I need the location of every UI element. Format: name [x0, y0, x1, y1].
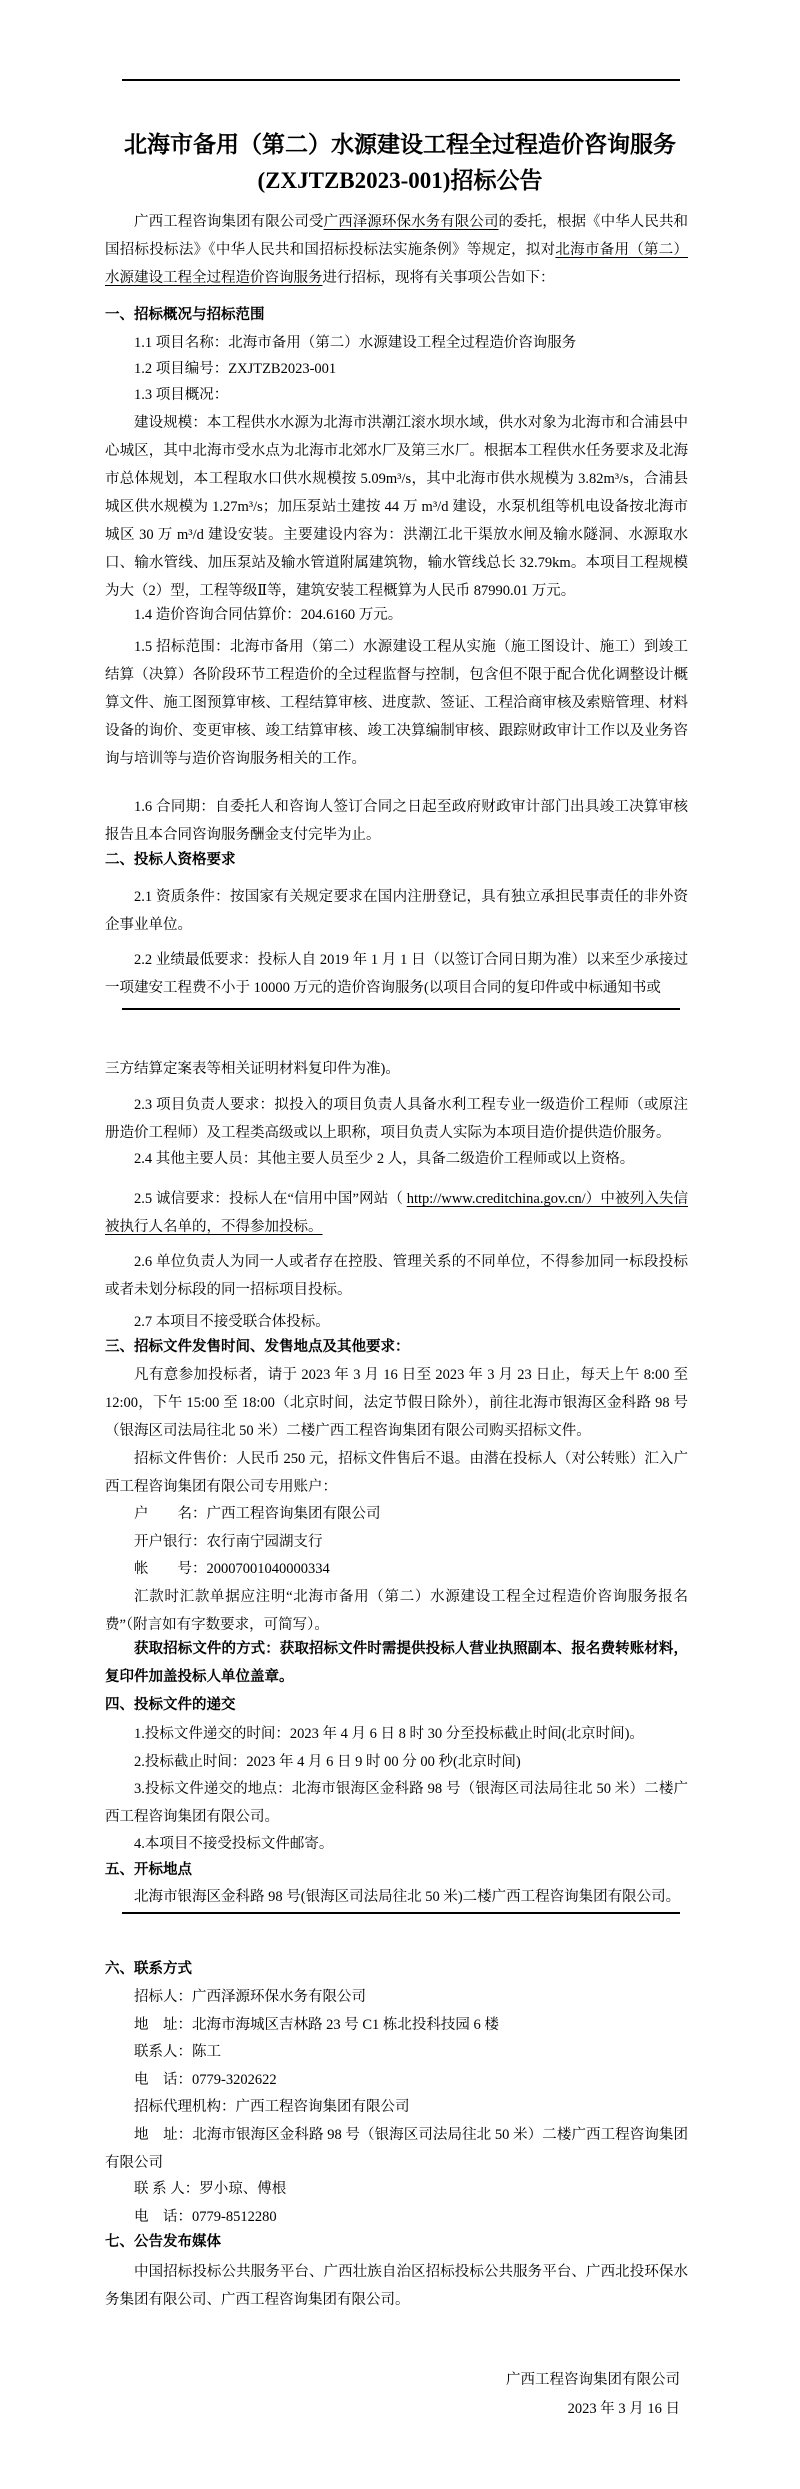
agency-phone-line: 电 话：0779-8512280 [134, 2209, 277, 2225]
section5-heading: 五、开标地点 [105, 1862, 192, 1878]
agency-line: 招标代理机构：广西工程咨询集团有限公司 [134, 2099, 410, 2115]
page-separator-line [122, 1008, 680, 1010]
item-2-5-credit-requirement [105, 1185, 688, 1241]
item-4-4-no-mail: 4.本项目不接受投标文件邮寄。 [134, 1836, 334, 1852]
item-2-5-part1: 2.5 诚信要求：投标人在“信用中国”网站（ [134, 1191, 407, 1207]
agency-contact-line: 联 系 人：罗小琼、傅根 [134, 2181, 287, 2197]
page-separator-line [122, 79, 680, 81]
account-number-line: 帐 号：20007001040000334 [134, 1561, 330, 1577]
intro-part3: 进行招标，现将有关事项公告如下： [322, 270, 555, 286]
section4-heading: 四、投标文件的递交 [105, 1697, 236, 1713]
item-1-6-contract-period: 1.6 合同期：自委托人和咨询人签订合同之日起至政府财政审计部门出具竣工决算审核报告且本合同咨询服务酬金支付完毕为止。 [105, 799, 688, 843]
item-2-3-project-leader: 2.3 项目负责人要求：拟投入的项目负责人具备水利工程专业一级造价工程师（或原注册造价工程师）及工程类高级或以上职称，项目负责人实际为本项目造价提供造价服务。 [105, 1097, 688, 1141]
section3-heading: 三、招标文件发售时间、发售地点及其他要求： [105, 1339, 410, 1355]
item-1-2-project-number: 1.2 项目编号：ZXJTZB2023-001 [134, 361, 337, 377]
agency-address-line: 地 址：北海市银海区金科路 98 号（银海区司法局往北 50 米）二楼广西工程咨询集团有限公司 [105, 2127, 688, 2171]
tenderee-address-line: 地 址：北海市海城区吉林路 23 号 C1 栋北投科技园 6 楼 [134, 2017, 499, 2033]
obtain-documents-paragraph: 获取招标文件的方式：获取招标文件时需提供投标人营业执照副本、报名费转账材料，复印件加盖投标人单位盖章。 [105, 1641, 688, 1685]
bank-line: 开户银行：农行南宁园湖支行 [134, 1534, 323, 1550]
item-2-2-performance-part2: 三方结算定案表等相关证明材料复印件为准)。 [105, 1061, 400, 1077]
document-price-paragraph: 招标文件售价：人民币 250 元，招标文件售后不退。由潜在投标人（对公转账）汇入广西工程咨询集团有限公司专用账户： [105, 1451, 688, 1495]
section2-heading: 二、投标人资格要求 [105, 852, 236, 868]
construction-scale-paragraph: 建设规模：本工程供水水源为北海市洪潮江滚水坝水域，供水对象为北海市和合浦县中心城区，其中北海市受水点为北海市北郊水厂及第三水厂。根据本工程供水任务要求及北海市总体规划，本工程取水口供水规模按 5.09m³/s，其中北海市供水规模为 3.82m³/s，合浦县城区供水规模为 1.27m³/s；加压泵站土建按 44 万 m³/d 建设，水泵机组等机电设备按北海市城区 30 万 m³/d 建设安装。主要建设内容为：洪潮江北干渠放水闸及输水隧洞、水源取水口、输水管线、加压泵站及输水管道附属建筑物，输水管线总长 32.79km。本项目工程规模为大（2）型，工程等级Ⅱ等，建筑安装工程概算为人民币 87990.01 万元。 [105, 415, 688, 599]
item-1-4-contract-estimate: 1.4 造价咨询合同估算价：204.6160 万元。 [134, 607, 403, 623]
item-2-2-performance-part1: 2.2 业绩最低要求：投标人自 2019 年 1 月 1 日（以签订合同日期为准）以来至少承接过一项建安工程费不小于 10000 万元的造价咨询服务(以项目合同的复印件或中标通知书或 [105, 952, 688, 996]
document-title-line1: 北海市备用（第二）水源建设工程全过程造价咨询服务 [124, 132, 676, 157]
item-2-6-same-leader-rule: 2.6 单位负责人为同一人或者存在控股、管理关系的不同单位，不得参加同一标段投标或者未划分标段的同一招标项目投标。 [105, 1254, 688, 1298]
intro-project-name-underlined: 北海市备用（第二）水源建设工程全过程造价咨询服务 [105, 242, 689, 286]
section6-heading: 六、联系方式 [105, 1961, 192, 1977]
creditchina-url-underlined[interactable]: http://www.creditchina.gov.cn/）中被列入失信被执行人名单的，不得参加投标。 [105, 1191, 689, 1235]
section1-heading: 一、招标概况与招标范围 [105, 307, 265, 323]
item-4-2-deadline: 2.投标截止时间：2023 年 4 月 6 日 9 时 00 分 00 秒(北京时间) [134, 1754, 521, 1770]
section7-heading: 七、公告发布媒体 [105, 2234, 221, 2250]
page-separator-line [122, 1912, 680, 1914]
bid-opening-place: 北海市银海区金科路 98 号(银海区司法局往北 50 米)二楼广西工程咨询集团有限公司。 [134, 1889, 681, 1905]
item-1-3-project-overview: 1.3 项目概况： [134, 387, 229, 403]
item-4-3-submission-place: 3.投标文件递交的地点：北海市银海区金科路 98 号（银海区司法局往北 50 米）二楼广西工程咨询集团有限公司。 [105, 1781, 688, 1825]
item-2-7-no-consortium: 2.7 本项目不接受联合体投标。 [134, 1314, 330, 1330]
tenderee-phone-line: 电 话：0779-3202622 [134, 2072, 277, 2088]
document-title-line2: (ZXJTZB2023-001)招标公告 [257, 168, 543, 193]
document-sale-time-paragraph: 凡有意参加投标者，请于 2023 年 3 月 16 日至 2023 年 3 月 23 日止，每天上午 8:00 至 12:00，下午 15:00 至 18:00（北京时间，法定节假日除外），前往北海市银海区金科路 98 号（银海区司法局往北 50 米）二楼广西工程咨询集团有限公司购买招标文件。 [105, 1367, 688, 1439]
remittance-note-paragraph: 汇款时汇款单据应注明“北海市备用（第二）水源建设工程全过程造价咨询服务报名费”（附言如有字数要求，可简写）。 [105, 1589, 688, 1633]
item-4-1-submission-time: 1.投标文件递交的时间：2023 年 4 月 6 日 8 时 30 分至投标截止时间(北京时间)。 [134, 1726, 644, 1742]
item-1-1-project-name: 1.1 项目名称：北海市备用（第二）水源建设工程全过程造价咨询服务 [134, 335, 577, 351]
item-2-4-other-staff: 2.4 其他主要人员：其他主要人员至少 2 人，具备二级造价工程师或以上资格。 [134, 1151, 635, 1167]
signature-company: 广西工程咨询集团有限公司 [506, 2372, 680, 2388]
intro-client-name-underlined: 广西泽源环保水务有限公司 [323, 214, 499, 230]
intro-paragraph [105, 208, 688, 292]
tenderee-line: 招标人：广西泽源环保水务有限公司 [134, 1989, 366, 2005]
announcement-media-paragraph: 中国招标投标公共服务平台、广西壮族自治区招标投标公共服务平台、广西北投环保水务集团有限公司、广西工程咨询集团有限公司。 [105, 2264, 688, 2308]
intro-part1: 广西工程咨询集团有限公司受 [134, 214, 324, 230]
intro-part2: 的委托，根据《中华人民共和国招标投标法》《中华人民共和国招标投标法实施条例》等规定，拟对 [105, 214, 689, 258]
signature-date: 2023 年 3 月 16 日 [567, 2401, 680, 2417]
item-1-5-tender-scope: 1.5 招标范围：北海市备用（第二）水源建设工程从实施（施工图设计、施工）到竣工结算（决算）各阶段环节工程造价的全过程监督与控制，包含但不限于配合优化调整设计概算文件、施工图预算审核、工程结算审核、进度款、签证、工程洽商审核及索赔管理、材料设备的询价、变更审核、竣工结算审核、竣工决算编制审核、跟踪财政审计工作以及业务咨询与培训等与造价咨询服务相关的工作。 [105, 639, 688, 767]
document-title [90, 127, 710, 199]
item-2-1-qualification: 2.1 资质条件：按国家有关规定要求在国内注册登记，具有独立承担民事责任的非外资企事业单位。 [105, 889, 688, 933]
tenderee-contact-line: 联系人：陈工 [134, 2044, 221, 2060]
account-name-line: 户 名：广西工程咨询集团有限公司 [134, 1506, 381, 1522]
